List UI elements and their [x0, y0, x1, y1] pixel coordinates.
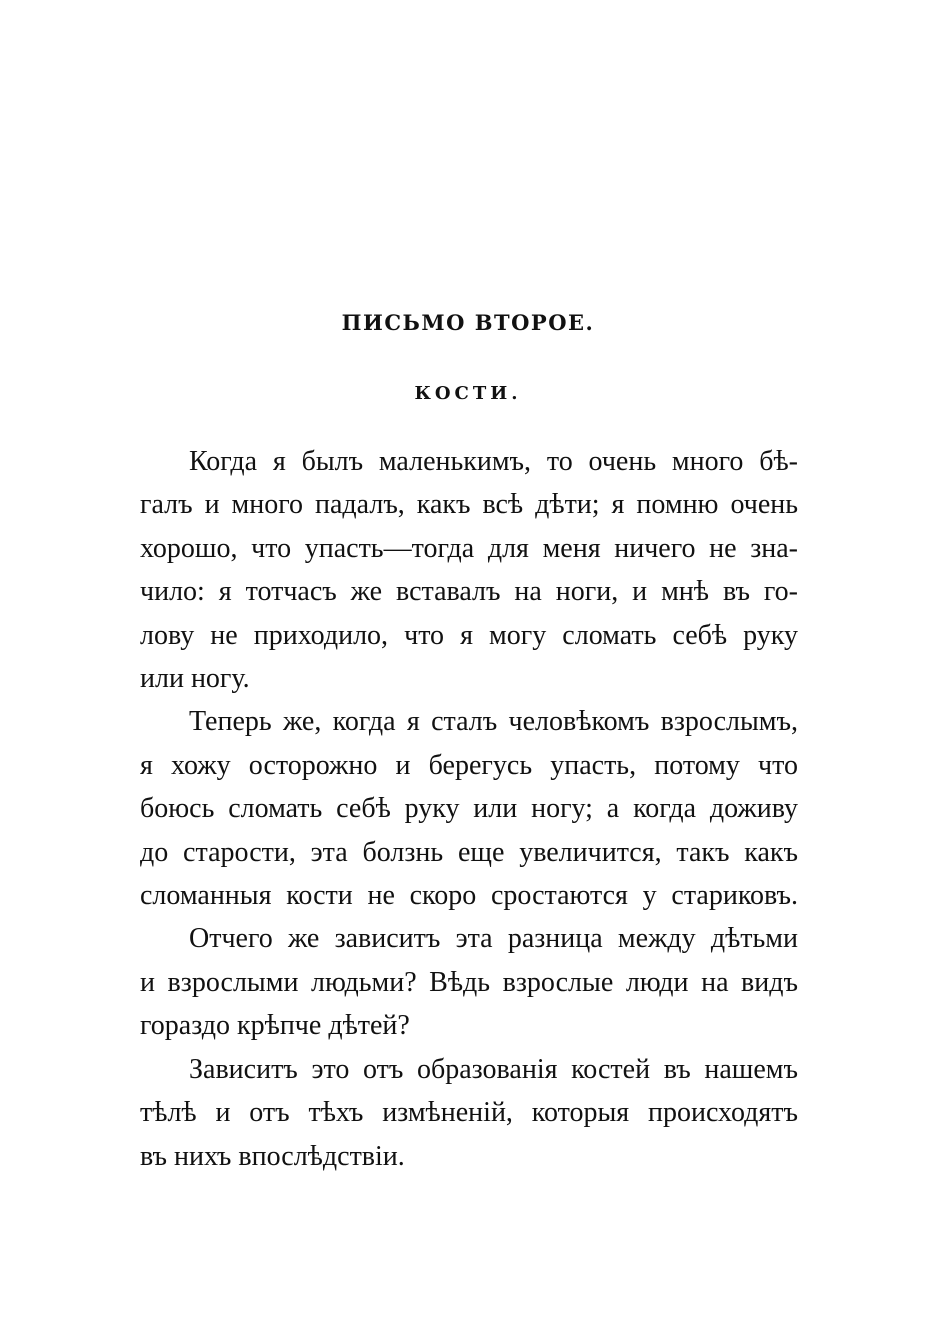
text-line: чило: я тотчасъ же вставалъ на ноги, и мнѣ въ го-	[140, 576, 798, 607]
text-line: боюсь сломать себѣ руку или ногу; а когда доживу	[140, 793, 798, 824]
section-title: КОСТИ.	[414, 383, 522, 404]
text-line: Когда я былъ маленькимъ, то очень много бѣ-	[189, 446, 798, 477]
text-line: въ нихъ впослѣдствіи.	[140, 1141, 405, 1172]
text-line: или ногу.	[140, 663, 250, 694]
text-line: Теперь же, когда я сталъ человѣкомъ взрослымъ,	[189, 706, 798, 737]
text-line: и взрослыми людьми? Вѣдь взрослые люди на видъ	[140, 967, 798, 998]
letter-title: ПИСЬМО ВТОРОЕ.	[341, 310, 595, 335]
text-line: Зависитъ это отъ образованія костей въ нашемъ	[189, 1054, 798, 1085]
text-line: галъ и много падалъ, какъ всѣ дѣти; я помню очень	[140, 489, 798, 520]
text-line: Отчего же зависитъ эта разница между дѣтьми	[189, 923, 798, 954]
text-line: до старости, эта болзнь еще увеличится, такъ какъ	[140, 837, 798, 868]
text-line: гораздо крѣпче дѣтей?	[140, 1010, 410, 1041]
text-line: лову не приходило, что я могу сломать себѣ руку	[140, 620, 798, 651]
text-line: хорошо, что упасть—тогда для меня ничего не зна-	[140, 533, 798, 564]
text-line: тѣлѣ и отъ тѣхъ измѣненій, которыя происходятъ	[140, 1097, 798, 1128]
text-line: сломанныя кости не скоро сростаются у стариковъ.	[140, 880, 798, 911]
text-line: я хожу осторожно и берегусь упасть, потому что	[140, 750, 798, 781]
